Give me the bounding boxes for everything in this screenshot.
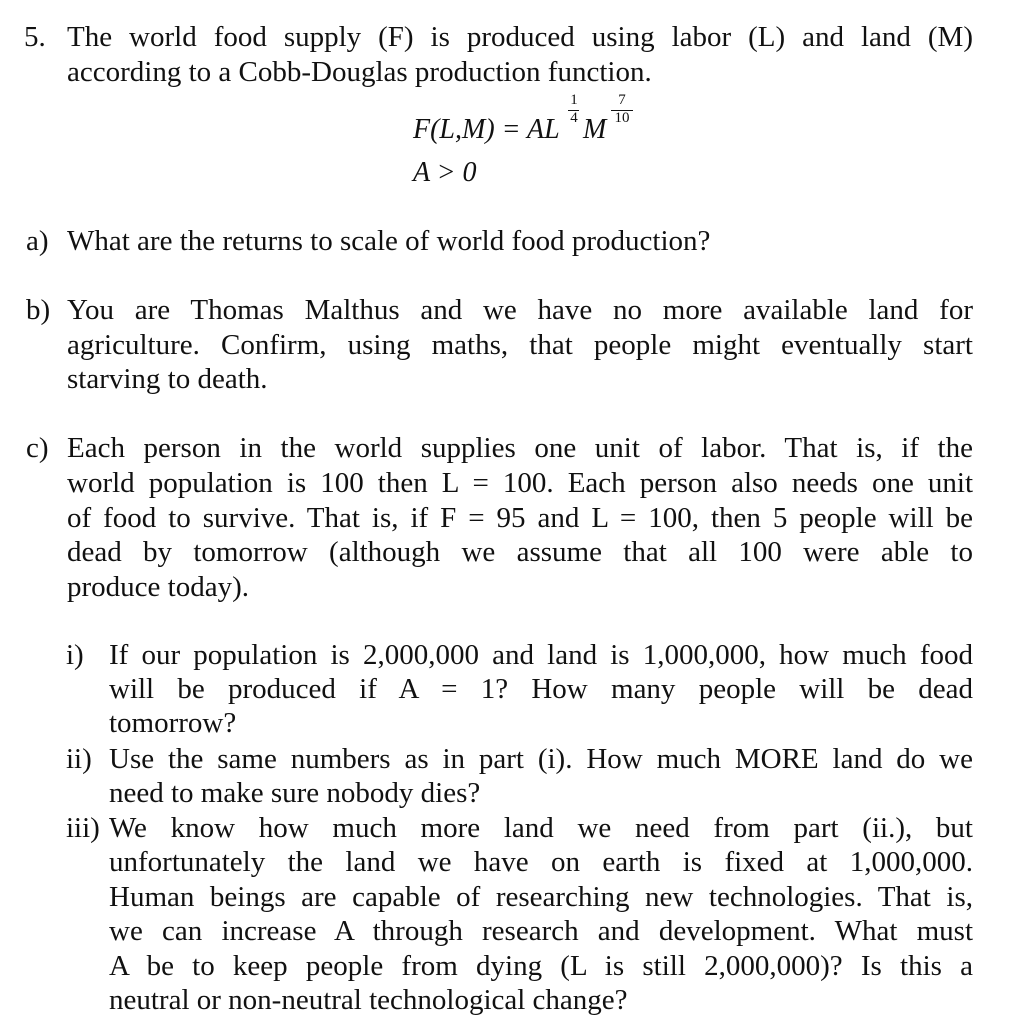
equation-lhs: F(L,M) = AL (413, 114, 560, 145)
subpart-ii-line-1: Use the same numbers as in part (i). How much MORE land do we (109, 743, 973, 775)
equation-base-M: M (583, 114, 607, 145)
subpart-iii-line-3: Human beings are capable of researching new technologies. That is, (109, 881, 973, 913)
part-c-label: c) (26, 432, 49, 464)
subpart-i-line-2: will be produced if A = 1? How many people will be dead (109, 673, 973, 705)
part-c-line-2: world population is 100 then L = 100. Each person also needs one unit (67, 467, 973, 499)
part-a-label: a) (26, 225, 49, 257)
subpart-iii-line-5: A be to keep people from dying (L is still 2,000,000)? Is this a (109, 950, 973, 982)
part-c-line-5: produce today). (67, 571, 249, 603)
subpart-iii-line-2: unfortunately the land we have on earth is fixed at 1,000,000. (109, 846, 973, 878)
question-number: 5. (24, 21, 46, 53)
part-a-line-1: What are the returns to scale of world food production? (67, 225, 711, 257)
part-b-line-2: agriculture. Confirm, using maths, that people might eventually start (67, 329, 973, 361)
exponent-M-numerator: 7 (618, 92, 626, 108)
subpart-iii-label: iii) (66, 812, 100, 844)
subpart-iii-line-4: we can increase A through research and development. What must (109, 915, 973, 947)
exponent-L-numerator: 1 (570, 92, 578, 108)
subpart-i-label: i) (66, 639, 84, 671)
part-c-line-4: dead by tomorrow (although we assume that all 100 were able to (67, 536, 973, 568)
subpart-i-line-1: If our population is 2,000,000 and land is 1,000,000, how much food (109, 639, 973, 671)
exponent-L-denominator: 4 (570, 110, 578, 126)
part-b-line-3: starving to death. (67, 363, 268, 395)
subpart-iii-line-6: neutral or non-neutral technological change? (109, 984, 628, 1016)
subpart-i-line-3: tomorrow? (109, 707, 237, 739)
subpart-ii-label: ii) (66, 743, 92, 775)
part-c-line-1: Each person in the world supplies one unit of labor. That is, if the (67, 432, 973, 464)
part-b-label: b) (26, 294, 51, 326)
intro-line-1: The world food supply (F) is produced using labor (L) and land (M) (67, 21, 973, 53)
equation-condition: A > 0 (413, 157, 477, 188)
intro-line-2: according to a Cobb-Douglas production function. (67, 56, 652, 88)
subpart-ii-line-2: need to make sure nobody dies? (109, 777, 481, 809)
part-b-line-1: You are Thomas Malthus and we have no more available land for (67, 294, 973, 326)
subpart-iii-line-1: We know how much more land we need from part (ii.), but (109, 812, 973, 844)
part-c-line-3: of food to survive. That is, if F = 95 and L = 100, then 5 people will be (67, 502, 973, 534)
exponent-M-denominator: 10 (614, 110, 630, 126)
